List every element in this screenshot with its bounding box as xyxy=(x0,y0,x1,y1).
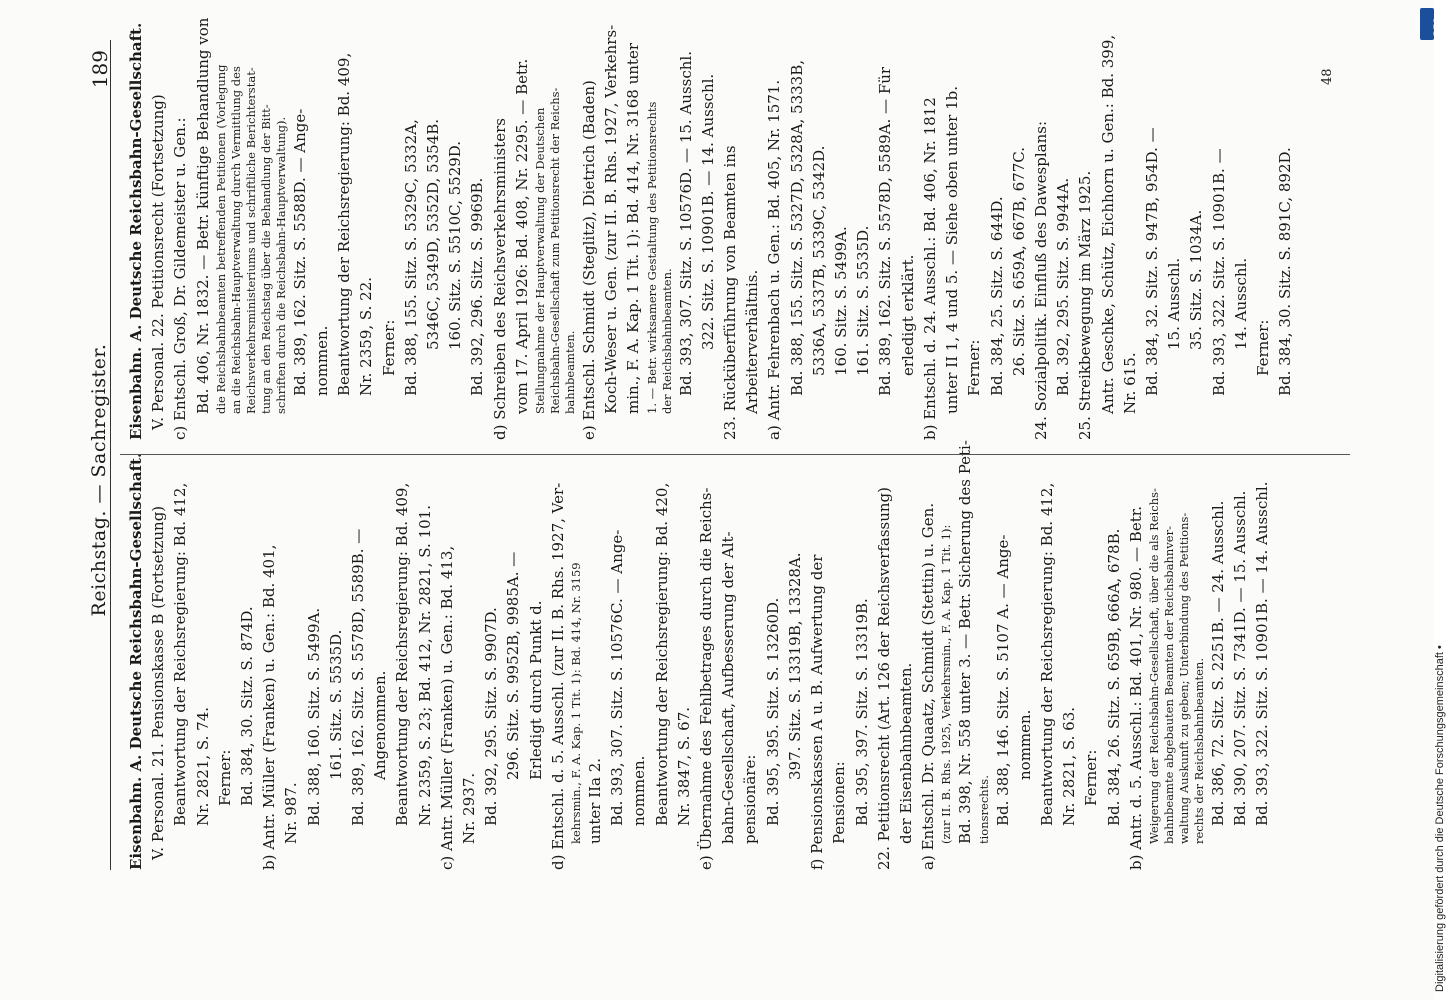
index-line: 14. Ausschl. xyxy=(1231,257,1250,350)
index-line: nommen. xyxy=(1015,709,1034,780)
index-line: Beantwortung der Reichsregierung: Bd. 412, xyxy=(1037,482,1056,826)
index-line: tung an den Reichstag über die Behandlung der Bitt- xyxy=(258,104,273,414)
index-line: 322. Sitz. S. 10901B. — 14. Ausschl. xyxy=(698,73,717,350)
index-line: 5346C, 5349D, 5352D, 5354B. xyxy=(424,118,443,350)
index-line: c) Entschl. Groß, Dr. Gildemeister u. Gen.: xyxy=(171,117,190,440)
index-line: V. Personal. 21. Pensionskasse B (Fortsetzung) xyxy=(149,505,168,860)
index-line: 296. Sitz. S. 9952B, 9985A. — xyxy=(504,551,523,780)
index-line: Ferner: xyxy=(965,339,984,396)
index-line: 160. Sitz. S. 5510C, 5529D. xyxy=(446,140,465,350)
index-line: 397. Sitz. S. 13319B, 13328A. xyxy=(785,552,804,780)
index-line: Beantwortung der Reichsregierung: Bd. 409, xyxy=(393,482,412,826)
index-line: 1. — Betr. wirksamere Gestaltung des Petitionsrechts xyxy=(644,101,659,414)
index-line: a) Antr. Fehrenbach u. Gen.: Bd. 405, Nr. 1571. xyxy=(765,79,784,440)
index-line: nommen. xyxy=(313,325,332,396)
index-line: die Reichsbahnbeamten betreffenden Petitionen (Vorlegung xyxy=(213,64,228,414)
index-line: Ferner: xyxy=(215,749,234,806)
index-line: Bd. 389, 162. Sitz. S. 5588D. — Ange- xyxy=(290,108,309,396)
index-line: (zur II. B. Rhs. 1925, Verkehrsmin., F. A. Kap. 1 Tit. 1): xyxy=(939,524,954,844)
index-line: bahnbeamten. xyxy=(563,330,578,414)
index-line: Koch-Weser u. Gen. (zur II. B. Rhs. 1927, Verkehrs- xyxy=(602,24,621,414)
index-line: Bd. 384, 25. Sitz. S. 644D. xyxy=(987,196,1006,396)
index-line: Angenommen. xyxy=(371,670,390,780)
index-line: Stellungnahme der Hauptverwaltung der Deutschen xyxy=(533,107,548,414)
index-line: Bd. 393, 307. Sitz. S. 10576D. — 15. Ausschl. xyxy=(676,51,695,396)
index-line: Erledigt durch Punkt d. xyxy=(526,600,545,780)
index-line: Bd. 398, Nr. 558 unter 3. — Betr. Sicherung des Peti- xyxy=(956,440,975,844)
index-line: bahnbeamte abgebauten Beamten der Reichsbahnver- xyxy=(1161,526,1176,844)
index-line: Ferner: xyxy=(1253,319,1272,376)
index-line: Bd. 392, 296. Sitz. S. 9969B. xyxy=(468,177,487,396)
index-line: Bd. 392, 295. Sitz. S. 9907D. xyxy=(482,607,501,826)
index-line: Nr. 987. xyxy=(282,782,301,844)
header-rule xyxy=(110,40,111,870)
index-line: schriften durch die Reichsbahn-Hauptverwaltung). xyxy=(273,116,288,414)
index-line: b) Antr. Müller (Franken) u. Gen.: Bd. 401, xyxy=(260,544,279,870)
index-line: Bd. 395, 395. Sitz. S. 13260D. xyxy=(763,597,782,826)
index-line: Bd. 388, 160. Sitz. S. 5499A. xyxy=(304,607,323,826)
index-line: Nr. 2359, S. 23; Bd. 412, Nr. 2821, S. 101. xyxy=(415,505,434,826)
index-line: Bd. 384, 32. Sitz. S. 947B, 954D. — xyxy=(1142,127,1161,396)
index-line: Ferner: xyxy=(1082,749,1101,806)
index-line: Arbeiterverhältnis. xyxy=(743,269,762,414)
index-line: Antr. Geschke, Schütz, Eichhorn u. Gen.: Bd. 399, xyxy=(1098,34,1117,414)
index-line: 24. Sozialpolitik. Einfluß des Dawesplans: xyxy=(1031,121,1050,440)
section-heading: Eisenbahn. A. Deutsche Reichsbahn-Gesellschaft. xyxy=(127,452,145,870)
index-line: Ferner: xyxy=(379,319,398,376)
index-line: Nr. 2821, S. 63. xyxy=(1060,706,1079,826)
index-line: Beantwortung der Reichsregierung: Bd. 420, xyxy=(652,482,671,826)
index-line: Bd. 389, 162. Sitz. S. 5578D, 5589B. — xyxy=(349,528,368,826)
index-line: b) Entschl. d. 24. Ausschl.: Bd. 406, Nr. 1812 xyxy=(920,97,939,440)
dfg-logo-text: DFG xyxy=(1432,17,1442,36)
index-line: V. Personal. 22. Petitionsrecht (Fortsetzung) xyxy=(149,94,168,430)
index-line: 160. Sitz. S. 5499A. xyxy=(832,226,851,376)
index-line: rechts der Reichsbahnbeamten. xyxy=(1191,658,1206,844)
index-line: Nr. 2937. xyxy=(460,772,479,844)
credit-text: Digitalisierung gefördert durch die Deutsche Forschungsgemeinschaft • xyxy=(1434,645,1446,992)
index-line: unter II 1, 4 und 5. — Siehe oben unter 1b. xyxy=(943,86,962,414)
index-line: Bd. 393, 322. Sitz. S. 10901B. — xyxy=(1209,148,1228,396)
index-line: Bd. 388, 155. Sitz. S. 5327D, 5328A, 5333B, xyxy=(787,59,806,396)
page-number: 189 xyxy=(88,50,112,89)
page-header xyxy=(80,50,120,850)
index-line: a) Entschl. Dr. Quaatz, Schmidt (Stettin) u. Gen. xyxy=(919,502,938,870)
index-line: 26. Sitz. S. 659A, 667B, 677C. xyxy=(1009,147,1028,376)
running-head: Reichstag. — Sachregister. xyxy=(88,343,110,617)
index-line: Bd. 393, 322. Sitz. S. 10901B. — 14. Ausschl. xyxy=(1253,481,1272,826)
index-line: waltung Auskunft zu geben; Unterbindung des Petitions- xyxy=(1176,512,1191,844)
index-line: unter IIa 2. xyxy=(586,757,605,844)
index-line: 5336A, 5337B, 5339C, 5342D. xyxy=(809,145,828,376)
index-line: Bd. 392, 295. Sitz. S. 9944A. xyxy=(1054,177,1073,396)
index-line: e) Entschl. Schmidt (Steglitz), Dietrich (Baden) xyxy=(580,80,599,440)
index-line: Bd. 384, 26. Sitz. S. 659B, 666A, 678B. xyxy=(1104,528,1123,826)
index-line: d) Schreiben des Reichsverkehrsministers xyxy=(490,118,509,440)
index-line: pensionäre: xyxy=(741,754,760,844)
index-line: e) Übernahme des Fehlbetrages durch die Reichs- xyxy=(697,487,716,870)
right-column xyxy=(125,17,1296,440)
section-heading: Eisenbahn. A. Deutsche Reichsbahn-Gesellschaft. xyxy=(127,22,145,440)
index-line: Bd. 390, 207. Sitz. S. 7341D. — 15. Ausschl. xyxy=(1231,490,1250,826)
index-line: 23. Rücküberführung von Beamten ins xyxy=(721,145,740,440)
index-line: Bd. 393, 307. Sitz. S. 10576C. — Ange- xyxy=(608,529,627,826)
index-line: Bd. 384, 30. Sitz. S. 891C, 892D. xyxy=(1276,147,1295,396)
index-line: Pensionen: xyxy=(830,761,849,844)
index-line: 15. Ausschl. xyxy=(1165,257,1184,350)
index-line: der Reichsbahnbeamten. xyxy=(659,268,674,414)
index-line: 22. Petitionsrecht (Art. 126 der Reichsverfassung) xyxy=(874,486,893,870)
index-line: Bd. 389, 162. Sitz. S. 5578D, 5589A. — Für xyxy=(876,66,895,396)
index-line: erledigt erklärt. xyxy=(898,254,917,376)
dfg-logo xyxy=(1420,8,1442,40)
index-line: Reichsverkehrsministeriums und schriftliche Berichterstat- xyxy=(243,67,258,414)
index-line: Bd. 384, 30. Sitz. S. 874D. xyxy=(238,606,257,806)
index-line: Reichsbahn-Gesellschaft zum Petitionsrecht der Reichs- xyxy=(548,87,563,414)
signature-mark: 48 xyxy=(1320,68,1335,85)
index-line: Bd. 395, 397. Sitz. S. 13319B. xyxy=(852,598,871,826)
index-line: Bd. 388, 155. Sitz. S. 5329C, 5332A, xyxy=(401,119,420,396)
index-line: f) Pensionskassen A u. B. Aufwertung der xyxy=(808,554,827,870)
index-line: nommen. xyxy=(630,755,649,826)
index-line: vom 17. April 1926: Bd. 408, Nr. 2295. — Betr. xyxy=(512,58,531,414)
index-line: Bd. 406, Nr. 1832. — Betr. künftige Behandlung von xyxy=(193,17,212,414)
index-line: Beantwortung der Reichsregierung: Bd. 409, xyxy=(335,52,354,396)
index-line: 161. Sitz. S. 5535D. xyxy=(854,225,873,376)
index-line: Weigerung der Reichsbahn-Gesellschaft, über die als Reichs- xyxy=(1146,488,1161,844)
index-line: Nr. 2359, S. 22. xyxy=(357,276,376,396)
index-line: 25. Streikbewegung im März 1925. xyxy=(1076,170,1095,440)
index-line: Nr. 3847, S. 67. xyxy=(674,706,693,826)
index-line: tionsrechts. xyxy=(976,775,991,844)
index-line: 161. Sitz. S. 5535D. xyxy=(326,629,345,780)
left-column xyxy=(125,440,1274,870)
index-line: kehrsmin., F. A. Kap. 1 Tit. 1): Bd. 414, Nr. 3159 xyxy=(569,562,584,844)
column-divider xyxy=(120,454,1350,455)
index-line: min., F. A. Kap. 1 Tit. 1): Bd. 414, Nr. 3168 unter xyxy=(624,43,643,414)
index-line: d) Entschl. d. 5. Ausschl. (zur II. B. Rhs. 1927, Ver- xyxy=(548,482,567,870)
index-line: 35. Sitz. S. 1034A. xyxy=(1187,209,1206,350)
index-line: Bd. 386, 72. Sitz. S. 2251B. — 24. Ausschl. xyxy=(1208,500,1227,826)
index-line: b) Antr. d. 5. Ausschl.: Bd. 401, Nr. 980. — Betr. xyxy=(1126,505,1145,870)
index-line: c) Antr. Müller (Franken) u. Gen.: Bd. 413, xyxy=(437,545,456,870)
index-line: bahn-Gesellschaft, Aufbesserung der Alt- xyxy=(719,531,738,844)
index-line: an die Reichsbahn-Hauptverwaltung durch Vermittlung des xyxy=(228,66,243,414)
index-line: der Eisenbahnbeamten. xyxy=(896,662,915,844)
index-line: Nr. 2821, S. 74. xyxy=(193,706,212,826)
index-line: Nr. 615. xyxy=(1120,352,1139,414)
index-line: Bd. 388, 146. Sitz. S. 5107 A. — Ange- xyxy=(993,534,1012,826)
index-line: Beantwortung der Reichsregierung: Bd. 412, xyxy=(171,482,190,826)
